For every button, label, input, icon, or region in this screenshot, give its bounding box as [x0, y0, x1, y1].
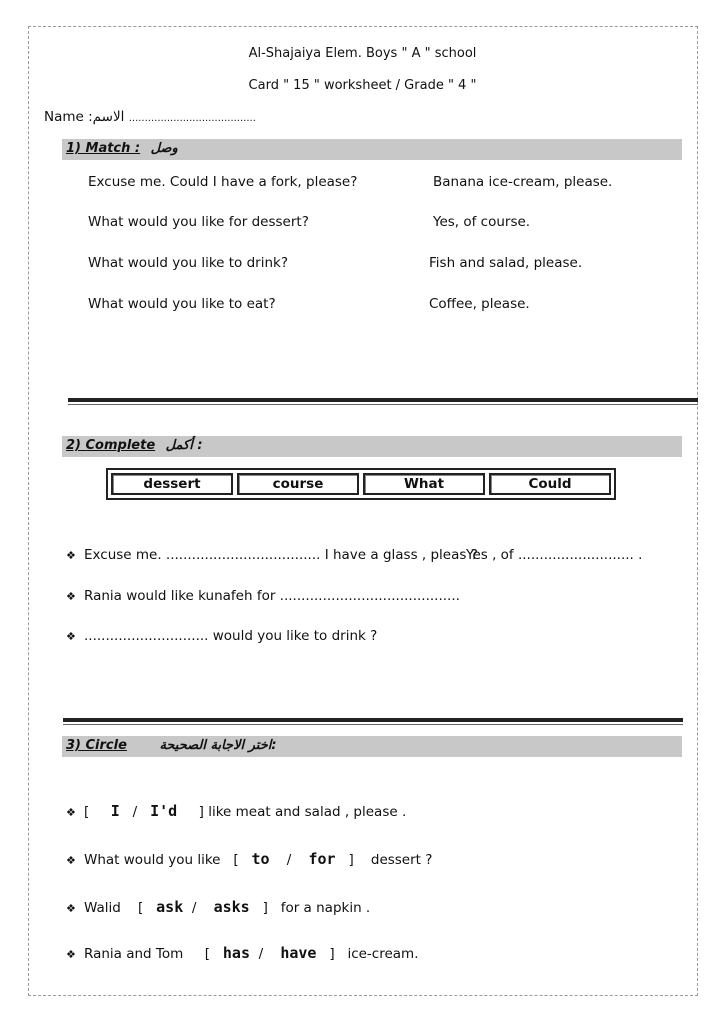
- circle-item-3-opt1[interactable]: ask: [156, 898, 184, 916]
- circle-item-4-opt1[interactable]: has: [222, 944, 250, 962]
- match-answer-4: Coffee, please.: [429, 296, 530, 312]
- name-line: [44, 109, 256, 125]
- bullet-icon: ❖: [66, 948, 76, 961]
- school-name: Al-Shajaiya Elem. Boys " A " school: [248, 46, 477, 61]
- circle-item-1: [66, 802, 406, 820]
- circle-item-3-sep: /: [191, 900, 197, 916]
- match-answer-1: Banana ice-cream, please.: [433, 174, 613, 190]
- complete-item-3: [66, 628, 377, 644]
- complete-item-1: [66, 547, 478, 563]
- match-question-1: Excuse me. Could I have a fork, please?: [88, 174, 358, 190]
- circle-item-1-pre: [: [84, 804, 90, 820]
- bullet-icon: ❖: [66, 902, 76, 915]
- section2-header: [62, 436, 682, 457]
- circle-item-2-opt2[interactable]: for: [308, 850, 336, 868]
- section2-arabic: أكمل :: [165, 438, 203, 453]
- name-dots: ........................................: [128, 113, 256, 124]
- circle-item-4-opt2[interactable]: have: [280, 944, 317, 962]
- circle-item-4-pre: Rania and Tom [: [84, 946, 211, 962]
- word-bank-course: course: [237, 473, 359, 495]
- match-answer-2: Yes, of course.: [433, 214, 531, 230]
- circle-item-2: [66, 850, 432, 868]
- match-question-4: What would you like to eat?: [88, 296, 276, 312]
- circle-item-1-sep: /: [132, 804, 138, 820]
- word-bank-dessert: dessert: [111, 473, 233, 495]
- section1-title: [66, 141, 178, 156]
- complete-item-1-answer: Yes , of ........................... .: [466, 547, 643, 563]
- circle-item-3: [66, 898, 370, 916]
- circle-item-2-pre: What would you like [: [84, 852, 239, 868]
- name-label: Name :الاسم: [44, 109, 125, 125]
- circle-item-4-sep: /: [258, 946, 264, 962]
- section3-arabic: اختر الاجابة الصحيحة:: [159, 738, 277, 753]
- bullet-icon: ❖: [66, 590, 76, 603]
- circle-item-4: [66, 944, 419, 962]
- section1-arabic: وصل: [150, 141, 178, 156]
- circle-item-2-opt1[interactable]: to: [251, 850, 270, 868]
- bullet-icon: ❖: [66, 806, 76, 819]
- match-question-2: What would you like for dessert?: [88, 214, 309, 230]
- section2-title: [66, 438, 203, 453]
- circle-item-3-opt2[interactable]: asks: [213, 898, 250, 916]
- circle-item-3-pre: Walid [: [84, 900, 144, 916]
- circle-item-1-opt2[interactable]: I'd: [150, 802, 178, 820]
- section3-title-text: 3) Circle: [66, 738, 127, 753]
- word-bank-could: Could: [489, 473, 611, 495]
- section1-title-text: 1) Match :: [66, 141, 141, 156]
- section1-header: [62, 139, 682, 160]
- bullet-icon: ❖: [66, 854, 76, 867]
- match-answer-3: Fish and salad, please.: [429, 255, 583, 271]
- circle-item-3-post: ] for a napkin .: [262, 900, 371, 916]
- complete-item-1-text: Excuse me. .................................... I have a glass , pleas ?: [84, 547, 478, 563]
- circle-item-2-sep: /: [286, 852, 292, 868]
- circle-item-2-post: ] dessert ?: [348, 852, 433, 868]
- section2-title-text: 2) Complete: [66, 438, 156, 453]
- section-divider-1: [68, 398, 698, 402]
- word-bank: [106, 468, 616, 500]
- card-title: Card " 15 " worksheet / Grade " 4 ": [248, 78, 477, 93]
- section-divider-2: [63, 718, 683, 722]
- bullet-icon: ❖: [66, 549, 76, 562]
- match-question-3: What would you like to drink?: [88, 255, 289, 271]
- circle-item-1-post: ] like meat and salad , please .: [198, 804, 407, 820]
- complete-item-2-text: Rania would like kunafeh for ..........................................: [84, 588, 460, 604]
- bullet-icon: ❖: [66, 630, 76, 643]
- word-bank-what: What: [363, 473, 485, 495]
- complete-item-3-text: ............................. would you like to drink ?: [84, 628, 378, 644]
- circle-item-1-opt1[interactable]: I: [110, 802, 120, 820]
- circle-item-4-post: ] ice-cream.: [329, 946, 419, 962]
- section3-header: [62, 736, 682, 757]
- complete-item-2: [66, 588, 460, 604]
- section3-title: [66, 738, 277, 753]
